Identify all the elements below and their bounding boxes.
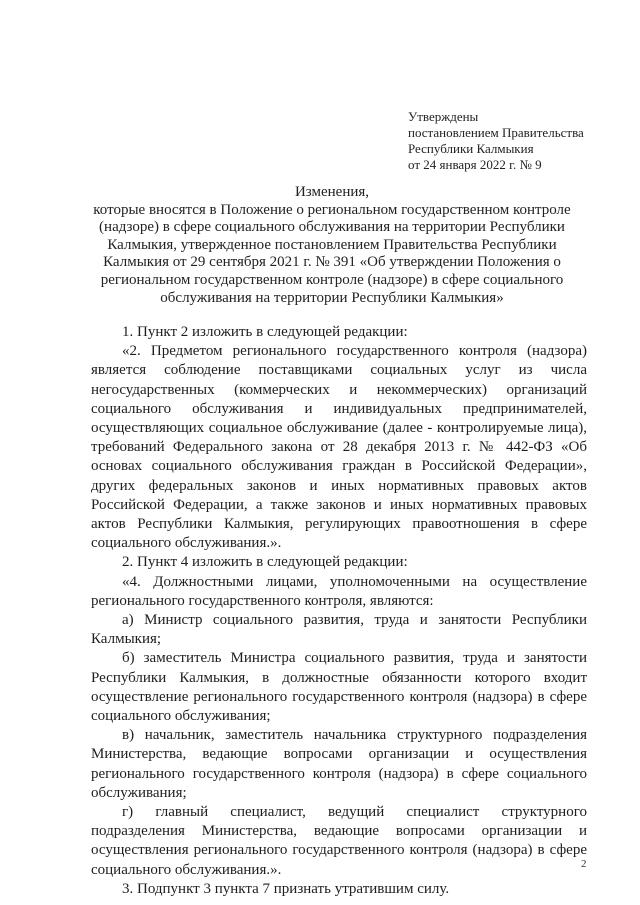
approval-line-approved: Утверждены bbox=[408, 109, 479, 124]
document-heading bbox=[92, 184, 572, 307]
approval-line-date: от 24 января 2022 г. № 9 bbox=[408, 157, 542, 172]
paragraph-item-1: 1. Пункт 2 изложить в следующей редакции: bbox=[122, 324, 408, 340]
heading-subtitle: которые вносятся в Положение о региональном государственном контроле (надзоре) в сфере социального обслуживания на территории Республики Калмыкия, утвержденное постановлением Правительства Республики Калмыкия от 29 сентября 2021 г. № 391 «Об утверждении Положения о региональном государственном контроле (надзоре) в сфере социального обслуживания на территории Республики Калмыкия» bbox=[93, 201, 571, 306]
paragraph-point-2-text: «2. Предметом регионального государственного контроля (надзора) является соблюдение поставщиками социальных услуг из числа негосударственных (коммерческих и некоммерческих) организаций социального обслуживания и индивидуальных предпринимателей, осуществляющих социальное обслуживание (далее - контролируемые лица), требований Федерального закона от 28 декабря 2013 г. № 442-ФЗ «Об основах социального обслуживания граждан в Российской Федерации», других федеральных законов и иных нормативных правовых актов Российской Федерации, а также законов и иных нормативных правовых актов Республики Калмыкия, регулирующих правоотношения в сфере социального обслуживания.». bbox=[91, 343, 587, 552]
document-body bbox=[91, 323, 587, 899]
paragraph-item-3: 3. Подпункт 3 пункта 7 признать утратившим силу. bbox=[122, 880, 450, 897]
paragraph-point-4-text: «4. Должностными лицами, уполномоченными на осуществление регионального государственного контроля, являются: bbox=[91, 573, 587, 609]
approval-line-republic: Республики Калмыкия bbox=[408, 141, 534, 156]
paragraph-item-2: 2. Пункт 4 изложить в следующей редакции: bbox=[122, 554, 408, 571]
paragraph-subitem-v: в) начальник, заместитель начальника структурного подразделения Министерства, ведающие вопросами организации и осуществления регионального государственного контроля (надзора) в сфере социального обслуживания; bbox=[91, 727, 587, 801]
page-number: 2 bbox=[581, 858, 587, 870]
paragraph-subitem-b: б) заместитель Министра социального развития, труда и занятости Республики Калмыкия, в должностные обязанности которого входит осуществление регионального государственного контроля (надзора) в сфере социального обслуживания; bbox=[91, 650, 587, 725]
paragraph-subitem-g: г) главный специалист, ведущий специалист структурного подразделения Министерства, ведающие вопросами организации и осуществления регионального государственного контроля (надзора) в сфере социального обслуживания.». bbox=[91, 804, 587, 878]
approval-line-resolution: постановлением Правительства bbox=[408, 125, 584, 140]
approval-block bbox=[408, 109, 584, 173]
heading-title: Изменения, bbox=[294, 184, 370, 200]
paragraph-subitem-a: а) Министр социального развития, труда и занятости Республики Калмыкия; bbox=[91, 612, 587, 648]
